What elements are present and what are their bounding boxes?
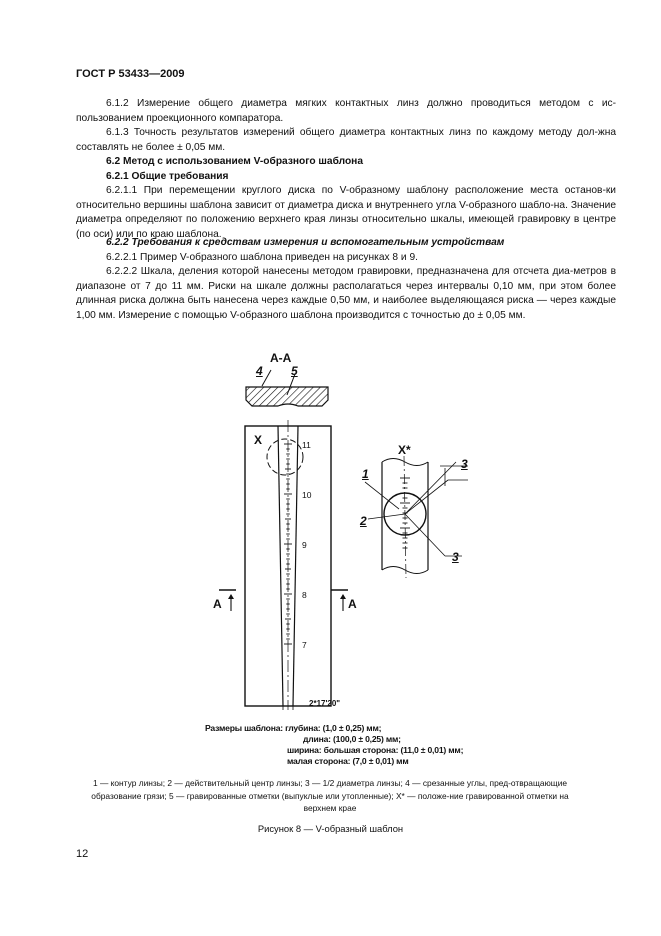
leader-4 <box>262 370 271 386</box>
detail-label-1: 1 <box>362 467 369 481</box>
template-dimensions <box>205 723 463 767</box>
angle-label: 2*17'20" <box>309 699 341 708</box>
label-a-left: А <box>213 597 222 611</box>
label-x: Х <box>254 433 263 447</box>
v-groove-right <box>293 426 298 706</box>
scale-label-10: 10 <box>302 490 312 500</box>
dimension-length: длина: (100,0 ± 0,25) мм; <box>303 734 401 744</box>
dimension-depth: Размеры шаблона: глубина: (1,0 ± 0,25) мм; <box>205 723 382 733</box>
scale-label-7: 7 <box>302 640 307 650</box>
detail-label-2: 2 <box>360 514 367 528</box>
label-4: 4 <box>256 364 263 378</box>
heading-6-2-1: 6.2.1 Общие требования <box>106 171 229 182</box>
detail-label-3-top: 3 <box>461 457 468 471</box>
detail-label: Х* <box>398 443 411 457</box>
paragraph-6-2-2-2: 6.2.2.2 Шкала, деления которой нанесены методом гравировки, предназначена для отсчета диа-метров в диапазоне от 7 до 11 мм. Риски на шкале должны располагаться через интервалы 0,10 мм, при этом более длинная риска должна быть нанесена через каждые 0,50 мм, и наиболее выделяющаяся риска — через каждые 1,00 мм. Измерение с помощью V-образного шаблона производится с точностью до ± 0,05 мм. <box>76 266 616 321</box>
page-number: 12 <box>76 848 89 860</box>
section-profile <box>246 387 328 406</box>
paragraph-6-2-1-1: 6.2.1.1 При перемещении круглого диска по V-образному шаблону расположение места останов-ки относительно вершины шаблона зависит от диаметра диска и внутреннего угла V-образного шабло-на. Значение диаметра определяют по положению верхнего края линзы относительно шкалы, имеющей гравировку в центре (по оси) или по краю шаблона. <box>76 185 616 240</box>
scale-label-11: 11 <box>302 440 311 450</box>
scale-label-8: 8 <box>302 590 307 600</box>
paragraph-6-1-2: 6.1.2 Измерение общего диаметра мягких контактных линз должно проводиться методом с ис-пользованием проекционного компаратора. <box>76 98 616 124</box>
scale-label-9: 9 <box>302 540 307 550</box>
leader-2 <box>368 514 405 519</box>
figure-caption: Рисунок 8 — V-образный шаблон <box>257 823 404 834</box>
section-marker-right <box>331 590 348 611</box>
v-groove-left <box>278 426 283 706</box>
heading-6-2-2: 6.2.2 Требования к средствам измерения и вспомогательным устройствам <box>106 237 505 248</box>
label-5: 5 <box>291 364 298 378</box>
paragraph-6-2-2-1: 6.2.2.1 Пример V-образного шаблона приведен на рисунках 8 и 9. <box>106 252 418 263</box>
detail-label-3-bottom: 3 <box>452 550 459 564</box>
leader-3-top <box>405 462 456 514</box>
document-header: ГОСТ Р 53433—2009 <box>76 68 185 80</box>
figure-legend: 1 — контур линзы; 2 — действительный центр линзы; 3 — 1/2 диаметра линзы; 4 — срезанные углы, пред-отвращающие образование грязи; 5 — гравированные отметки (выпуклые или утопленные); Х* — положе-ние гравированной отметки на верхнем крае <box>91 778 569 813</box>
paragraph-6-1-3: 6.1.3 Точность результатов измерений общего диаметра контактных линз по каждому методу дол-жна составлять не более ± 0,05 мм. <box>76 127 616 153</box>
label-a-right: А <box>348 597 357 611</box>
dimension-width-large: ширина: большая сторона: (11,0 ± 0,01) мм; <box>287 745 464 755</box>
section-label: А-А <box>270 351 292 365</box>
heading-6-2: 6.2 Метод с использованием V-образного шаблона <box>106 156 364 167</box>
figure-v-template <box>0 350 661 710</box>
dimension-width-small: малая сторона: (7,0 ± 0,01) мм <box>287 756 409 766</box>
